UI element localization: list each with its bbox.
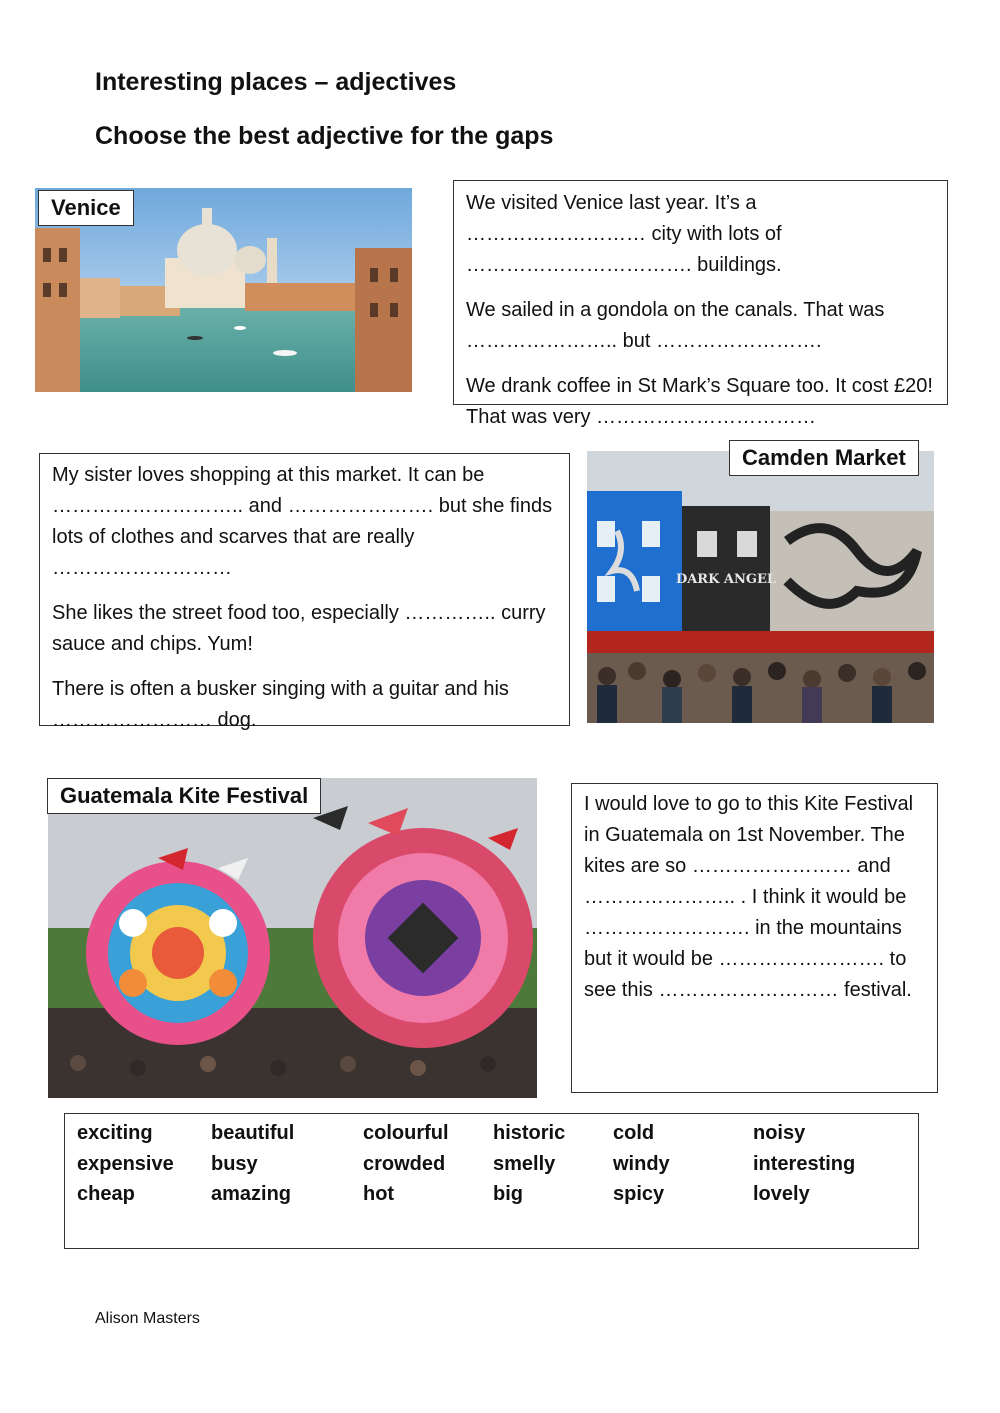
word-bank-word: lovely — [753, 1183, 810, 1205]
word-bank-word: hot — [363, 1183, 395, 1205]
page-subtitle: Choose the best adjective for the gaps — [95, 122, 554, 150]
kite-text-box — [571, 783, 938, 1093]
kite-paragraph-1: I would love to go to this Kite Festival in Guatemala on 1st November. The kites are so …………………… and ………………….. . I think it would be ……………………. in the mountains but it would be ……………………. to see this ……………………… festival. — [584, 793, 914, 1001]
word-bank-word: busy — [211, 1153, 258, 1175]
word-bank-word: expensive — [77, 1153, 174, 1175]
venice-paragraph-2: We sailed in a gondola on the canals. That was ………………….. but ……………………. — [466, 299, 885, 352]
kite-festival-photo — [48, 778, 537, 1098]
word-bank-word: exciting — [77, 1122, 153, 1144]
word-bank-box — [64, 1113, 919, 1249]
word-bank-word: amazing — [211, 1183, 292, 1205]
word-bank-word: cheap — [77, 1183, 135, 1205]
word-bank-word: interesting — [753, 1153, 856, 1175]
word-bank-word: noisy — [753, 1122, 806, 1144]
camden-photo — [587, 451, 934, 723]
word-bank-word: historic — [493, 1122, 566, 1144]
word-bank-word: colourful — [363, 1122, 449, 1144]
page-title: Interesting places – adjectives — [95, 68, 457, 96]
kite-festival-label: Guatemala Kite Festival — [47, 778, 321, 814]
word-bank-word: smelly — [493, 1153, 556, 1175]
venice-label: Venice — [38, 190, 134, 226]
word-bank-word: beautiful — [211, 1122, 295, 1144]
camden-paragraph-3: There is often a busker singing with a guitar and his …………………… dog. — [52, 678, 509, 731]
word-bank-word: big — [493, 1183, 523, 1205]
camden-label: Camden Market — [729, 440, 919, 476]
venice-text-box — [453, 180, 948, 428]
venice-paragraph-3: We drank coffee in St Mark’s Square too. It cost £20! That was very …………………………… — [466, 375, 933, 428]
camden-paragraph-1: My sister loves shopping at this market. It can be ……………………….. and …………………. but she finds lots of clothes and scarves that are really ……………………… — [52, 464, 553, 579]
word-bank-word: cold — [613, 1122, 655, 1144]
word-bank-word: crowded — [363, 1153, 446, 1175]
word-bank-word: windy — [613, 1153, 670, 1175]
author-footer: Alison Masters — [95, 1310, 200, 1327]
dark-angel-sign: DARK ANGEL — [675, 572, 777, 587]
camden-paragraph-2: She likes the street food too, especially ………….. curry sauce and chips. Yum! — [52, 602, 546, 655]
word-bank-word: spicy — [613, 1183, 665, 1205]
camden-text-box — [39, 453, 570, 731]
venice-paragraph-1: We visited Venice last year. It’s a ……………………… city with lots of ……………………………. buildings. — [466, 192, 782, 276]
